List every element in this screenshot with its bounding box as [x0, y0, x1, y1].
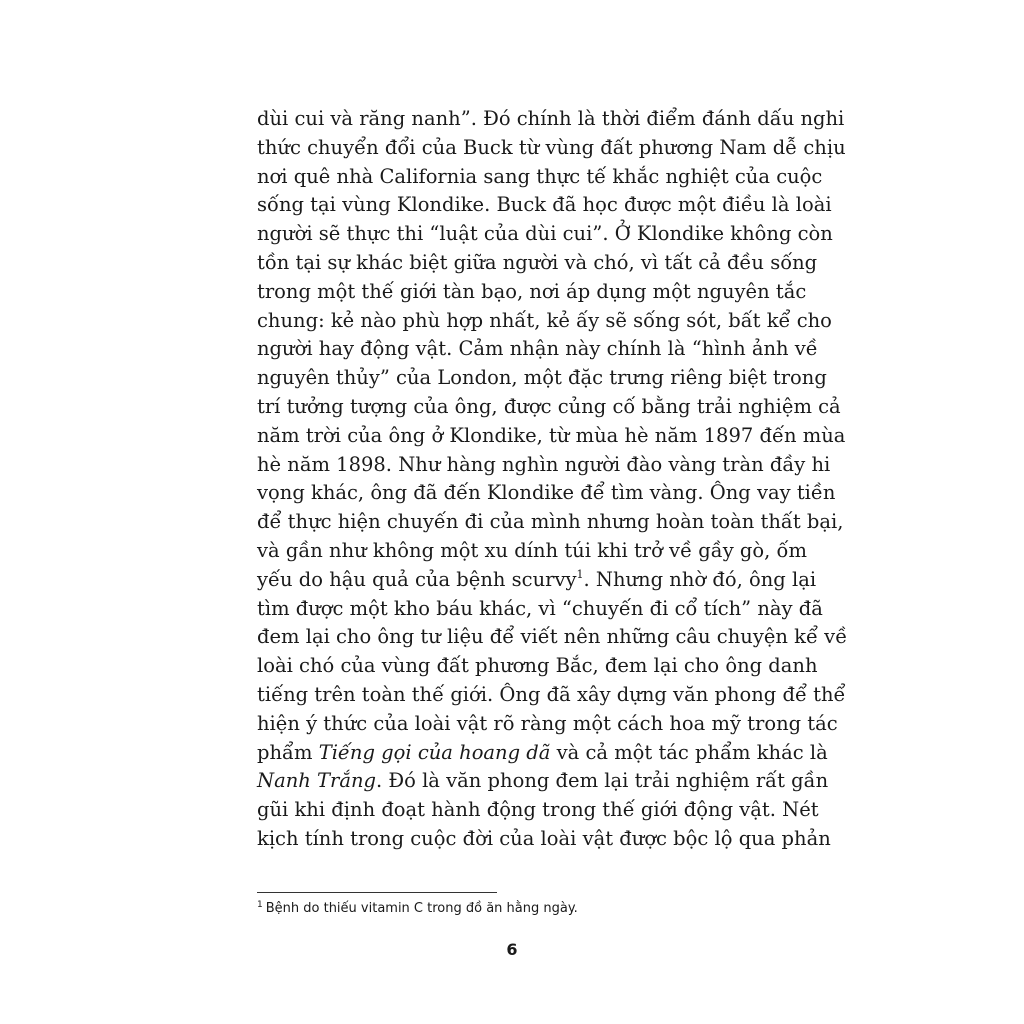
text-line: vọng khác, ông đã đến Klondike để tìm vàng. Ông vay tiền [257, 481, 836, 505]
text-line: người sẽ thực thi “luật của dùi cui”. Ở Klondike không còn [257, 222, 833, 246]
text-run: và cả một tác phẩm khác là [550, 740, 828, 764]
text-line: nơi quê nhà California sang thực tế khắc nghiệt của cuộc [257, 164, 823, 188]
text-line-with-title [257, 739, 828, 768]
text-line: tiếng trên toàn thế giới. Ông đã xây dựng văn phong để thể [257, 682, 846, 706]
body-paragraph [257, 105, 848, 854]
text-run: phẩm [257, 740, 319, 764]
footnote-text: Bệnh do thiếu vitamin C trong đồ ăn hằng ngày. [265, 901, 578, 916]
text-run: . Nhưng nhờ đó, ông lại [583, 567, 817, 591]
footnote-reference[interactable]: 1 [576, 567, 584, 581]
text-line-with-title [257, 767, 829, 796]
text-line-with-footnote-ref [257, 566, 817, 595]
text-line: chung: kẻ nào phù hợp nhất, kẻ ấy sẽ sống sót, bất kể cho [257, 308, 832, 332]
text-line: trí tưởng tượng của ông, được củng cố bằng trải nghiệm cả [257, 394, 841, 418]
text-line: trong một thế giới tàn bạo, nơi áp dụng một nguyên tắc [257, 279, 807, 303]
text-run: yếu do hậu quả của bệnh scurvy [257, 567, 577, 591]
footnote [257, 900, 578, 918]
text-line: dùi cui và răng nanh”. Đó chính là thời điểm đánh dấu nghi [257, 107, 845, 130]
text-line: gũi khi định đoạt hành động trong thế giới động vật. Nét [257, 798, 819, 822]
text-line: kịch tính trong cuộc đời của loài vật được bộc lộ qua phản [257, 826, 831, 850]
text-line: nguyên thủy” của London, một đặc trưng riêng biệt trong [257, 366, 827, 390]
text-line: sống tại vùng Klondike. Buck đã học được một điều là loài [257, 193, 832, 217]
text-line: người hay động vật. Cảm nhận này chính là “hình ảnh về [257, 337, 818, 361]
text-line: loài chó của vùng đất phương Bắc, đem lại cho ông danh [257, 654, 818, 678]
text-line: thức chuyển đổi của Buck từ vùng đất phương Nam dễ chịu [257, 135, 846, 159]
text-line: hiện ý thức của loài vật rõ ràng một cách hoa mỹ trong tác [257, 711, 838, 735]
page-number: 6 [506, 940, 518, 959]
footnote-divider [257, 892, 497, 893]
footnote-mark: 1 [257, 900, 263, 910]
text-line: để thực hiện chuyến đi của mình nhưng hoàn toàn thất bại, [257, 510, 844, 534]
book-title-italic: Tiếng gọi của hoang dã [318, 740, 551, 764]
text-line: đem lại cho ông tư liệu để viết nên những câu chuyện kể về [257, 625, 848, 649]
text-line: tìm được một kho báu khác, vì “chuyến đi cổ tích” này đã [257, 596, 823, 620]
text-line: hè năm 1898. Như hàng nghìn người đào vàng tràn đầy hi [257, 452, 831, 476]
text-line: và gần như không một xu dính túi khi trở về gầy gò, ốm [257, 538, 807, 562]
text-run: . Đó là văn phong đem lại trải nghiệm rất gần [376, 769, 829, 793]
book-title-italic: Nanh Trắng [257, 769, 376, 793]
text-line: tồn tại sự khác biệt giữa người và chó, vì tất cả đều sống [257, 250, 818, 274]
text-line: năm trời của ông ở Klondike, từ mùa hè năm 1897 đến mùa [257, 423, 846, 447]
